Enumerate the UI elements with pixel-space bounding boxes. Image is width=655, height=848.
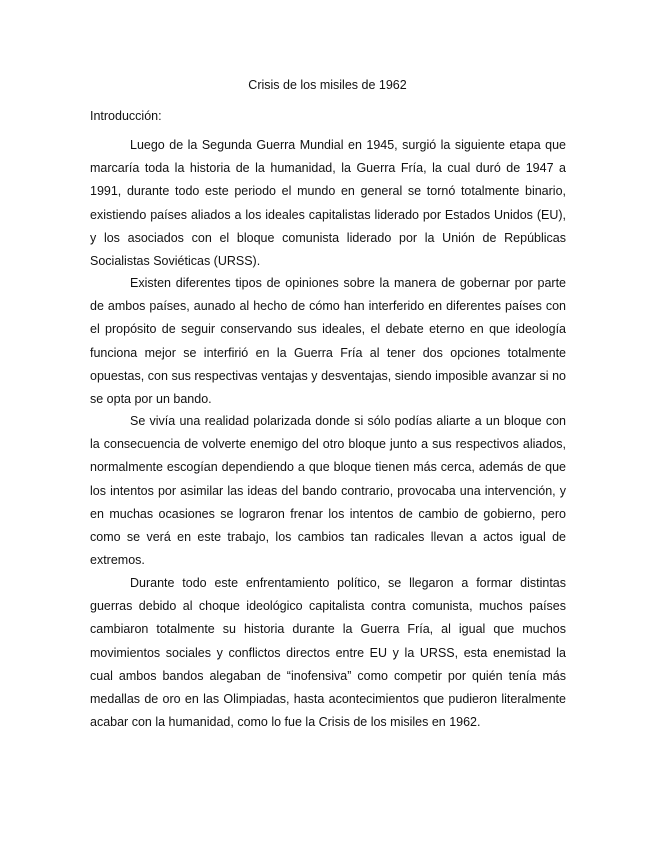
paragraph-2: Existen diferentes tipos de opiniones sobre la manera de gobernar por parte de ambos países, aunado al hecho de cómo han interferido en diferentes países con el propósito de seguir conservando sus ideales, el debate eterno en que ideología funciona mejor se interfirió en la Guerra Fría al tener dos opciones totalmente opuestas, con sus respectivas ventajas y desventajas, siendo imposible avanzar si no se opta por un bando. (90, 276, 566, 407)
paragraph-1: Luego de la Segunda Guerra Mundial en 1945, surgió la siguiente etapa que marcaría toda la historia de la humanidad, la Guerra Fría, la cual duró de 1947 a 1991, durante todo este periodo el mundo en general se tornó totalmente binario, existiendo países aliados a los ideales capitalistas liderado por Estados Unidos (EU), y los asociados con el bloque comunista liderado por la Unión de Repúblicas Socialistas Soviéticas (URSS). (90, 138, 566, 269)
section-heading: Introducción: (90, 109, 162, 123)
document-title: Crisis de los misiles de 1962 (248, 78, 407, 92)
paragraph-4: Durante todo este enfrentamiento político, se llegaron a formar distintas guerras debido al choque ideológico capitalista contra comunista, muchos países cambiaron totalmente su historia durante la Guerra Fría, al igual que muchos movimientos sociales y conflictos directos entre EU y la URSS, esta enemistad la cual ambos bandos alegaban de “inofensiva” como competir por quién tenía más medallas de oro en las Olimpiadas, hasta acontecimientos que pudieron literalmente acabar con la humanidad, como lo fue la Crisis de los misiles en 1962. (90, 576, 566, 730)
paragraph-3: Se vivía una realidad polarizada donde si sólo podías aliarte a un bloque con la consecuencia de volverte enemigo del otro bloque junto a sus respectivos aliados, normalmente escogían dependiendo a que bloque tienen más cerca, además de que los intentos por asimilar las ideas del bando contrario, provocaba una intervención, y en muchas ocasiones se lograron frenar los intentos de cambio de gobierno, pero como se verá en este trabajo, los cambios tan radicales llevan a actos igual de extremos. (90, 414, 566, 568)
